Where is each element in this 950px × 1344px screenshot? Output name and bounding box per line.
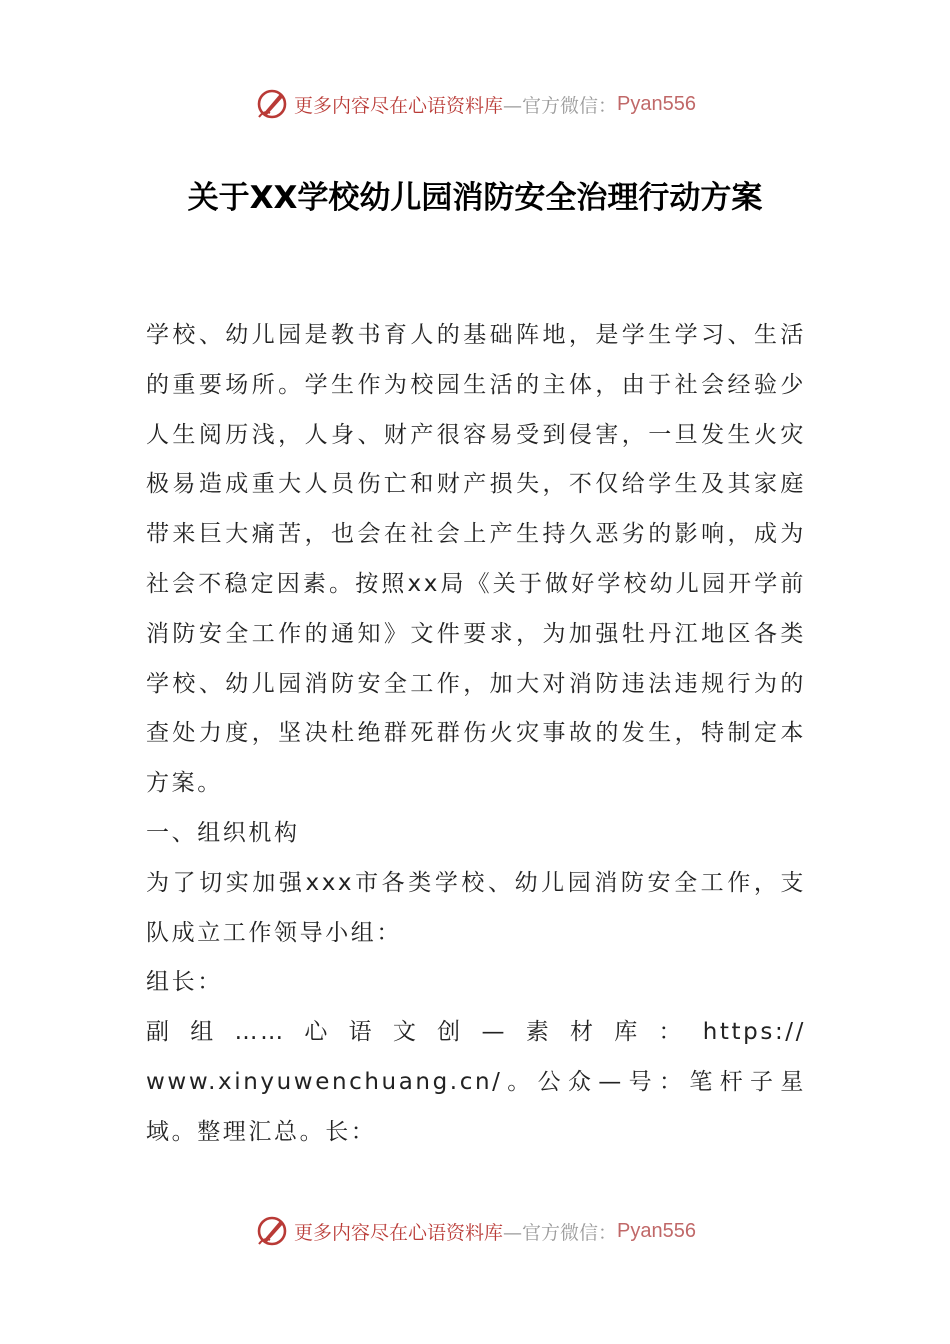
watermark-text: 更多内容尽在心语资料库 bbox=[294, 94, 504, 117]
document-body bbox=[146, 311, 806, 1158]
watermark-text: 更多内容尽在心语资料库 bbox=[294, 1221, 504, 1244]
pen-logo-icon bbox=[254, 86, 290, 122]
pen-logo-icon bbox=[254, 1213, 290, 1249]
watermark-wechat-id: Pyan556 bbox=[617, 1219, 696, 1242]
heading-organization: 一、组织机构 bbox=[146, 819, 300, 846]
deputy-line: 副组……心语文创—素材库：https:// bbox=[146, 1019, 806, 1046]
deputy-url-line: www.xinyuwenchuang.cn/。公众—号：笔杆子星域。整理汇总。长： bbox=[146, 1068, 806, 1145]
watermark-suffix: —官方微信： bbox=[503, 1221, 618, 1244]
watermark-header bbox=[0, 84, 950, 124]
watermark-wechat-id: Pyan556 bbox=[617, 92, 696, 115]
leader-line: 组长： bbox=[146, 969, 223, 996]
paragraph-intro: 学校、幼儿园是教书育人的基础阵地，是学生学习、生活的重要场所。学生作为校园生活的主体，由于社会经验少人生阅历浅，人身、财产很容易受到侵害，一旦发生火灾极易造成重大人员伤亡和财产损失，不仅给学生及其家庭带来巨大痛苦，也会在社会上产生持久恶劣的影响，成为社会不稳定因素。按照xx局《关于做好学校幼儿园开学前消防安全工作的通知》文件要求，为加强牡丹江地区各类学校、幼儿园消防安全工作，加大对消防违法违规行为的查处力度，坚决杜绝群死群伤火灾事故的发生，特制定本方案。 bbox=[146, 322, 806, 797]
paragraph-leadership: 为了切实加强xxx市各类学校、幼儿园消防安全工作，支队成立工作领导小组： bbox=[146, 869, 806, 946]
document-title: 关于XX学校幼儿园消防安全治理行动方案 bbox=[187, 180, 763, 216]
watermark-footer bbox=[0, 1211, 950, 1251]
watermark-suffix: —官方微信： bbox=[503, 94, 618, 117]
